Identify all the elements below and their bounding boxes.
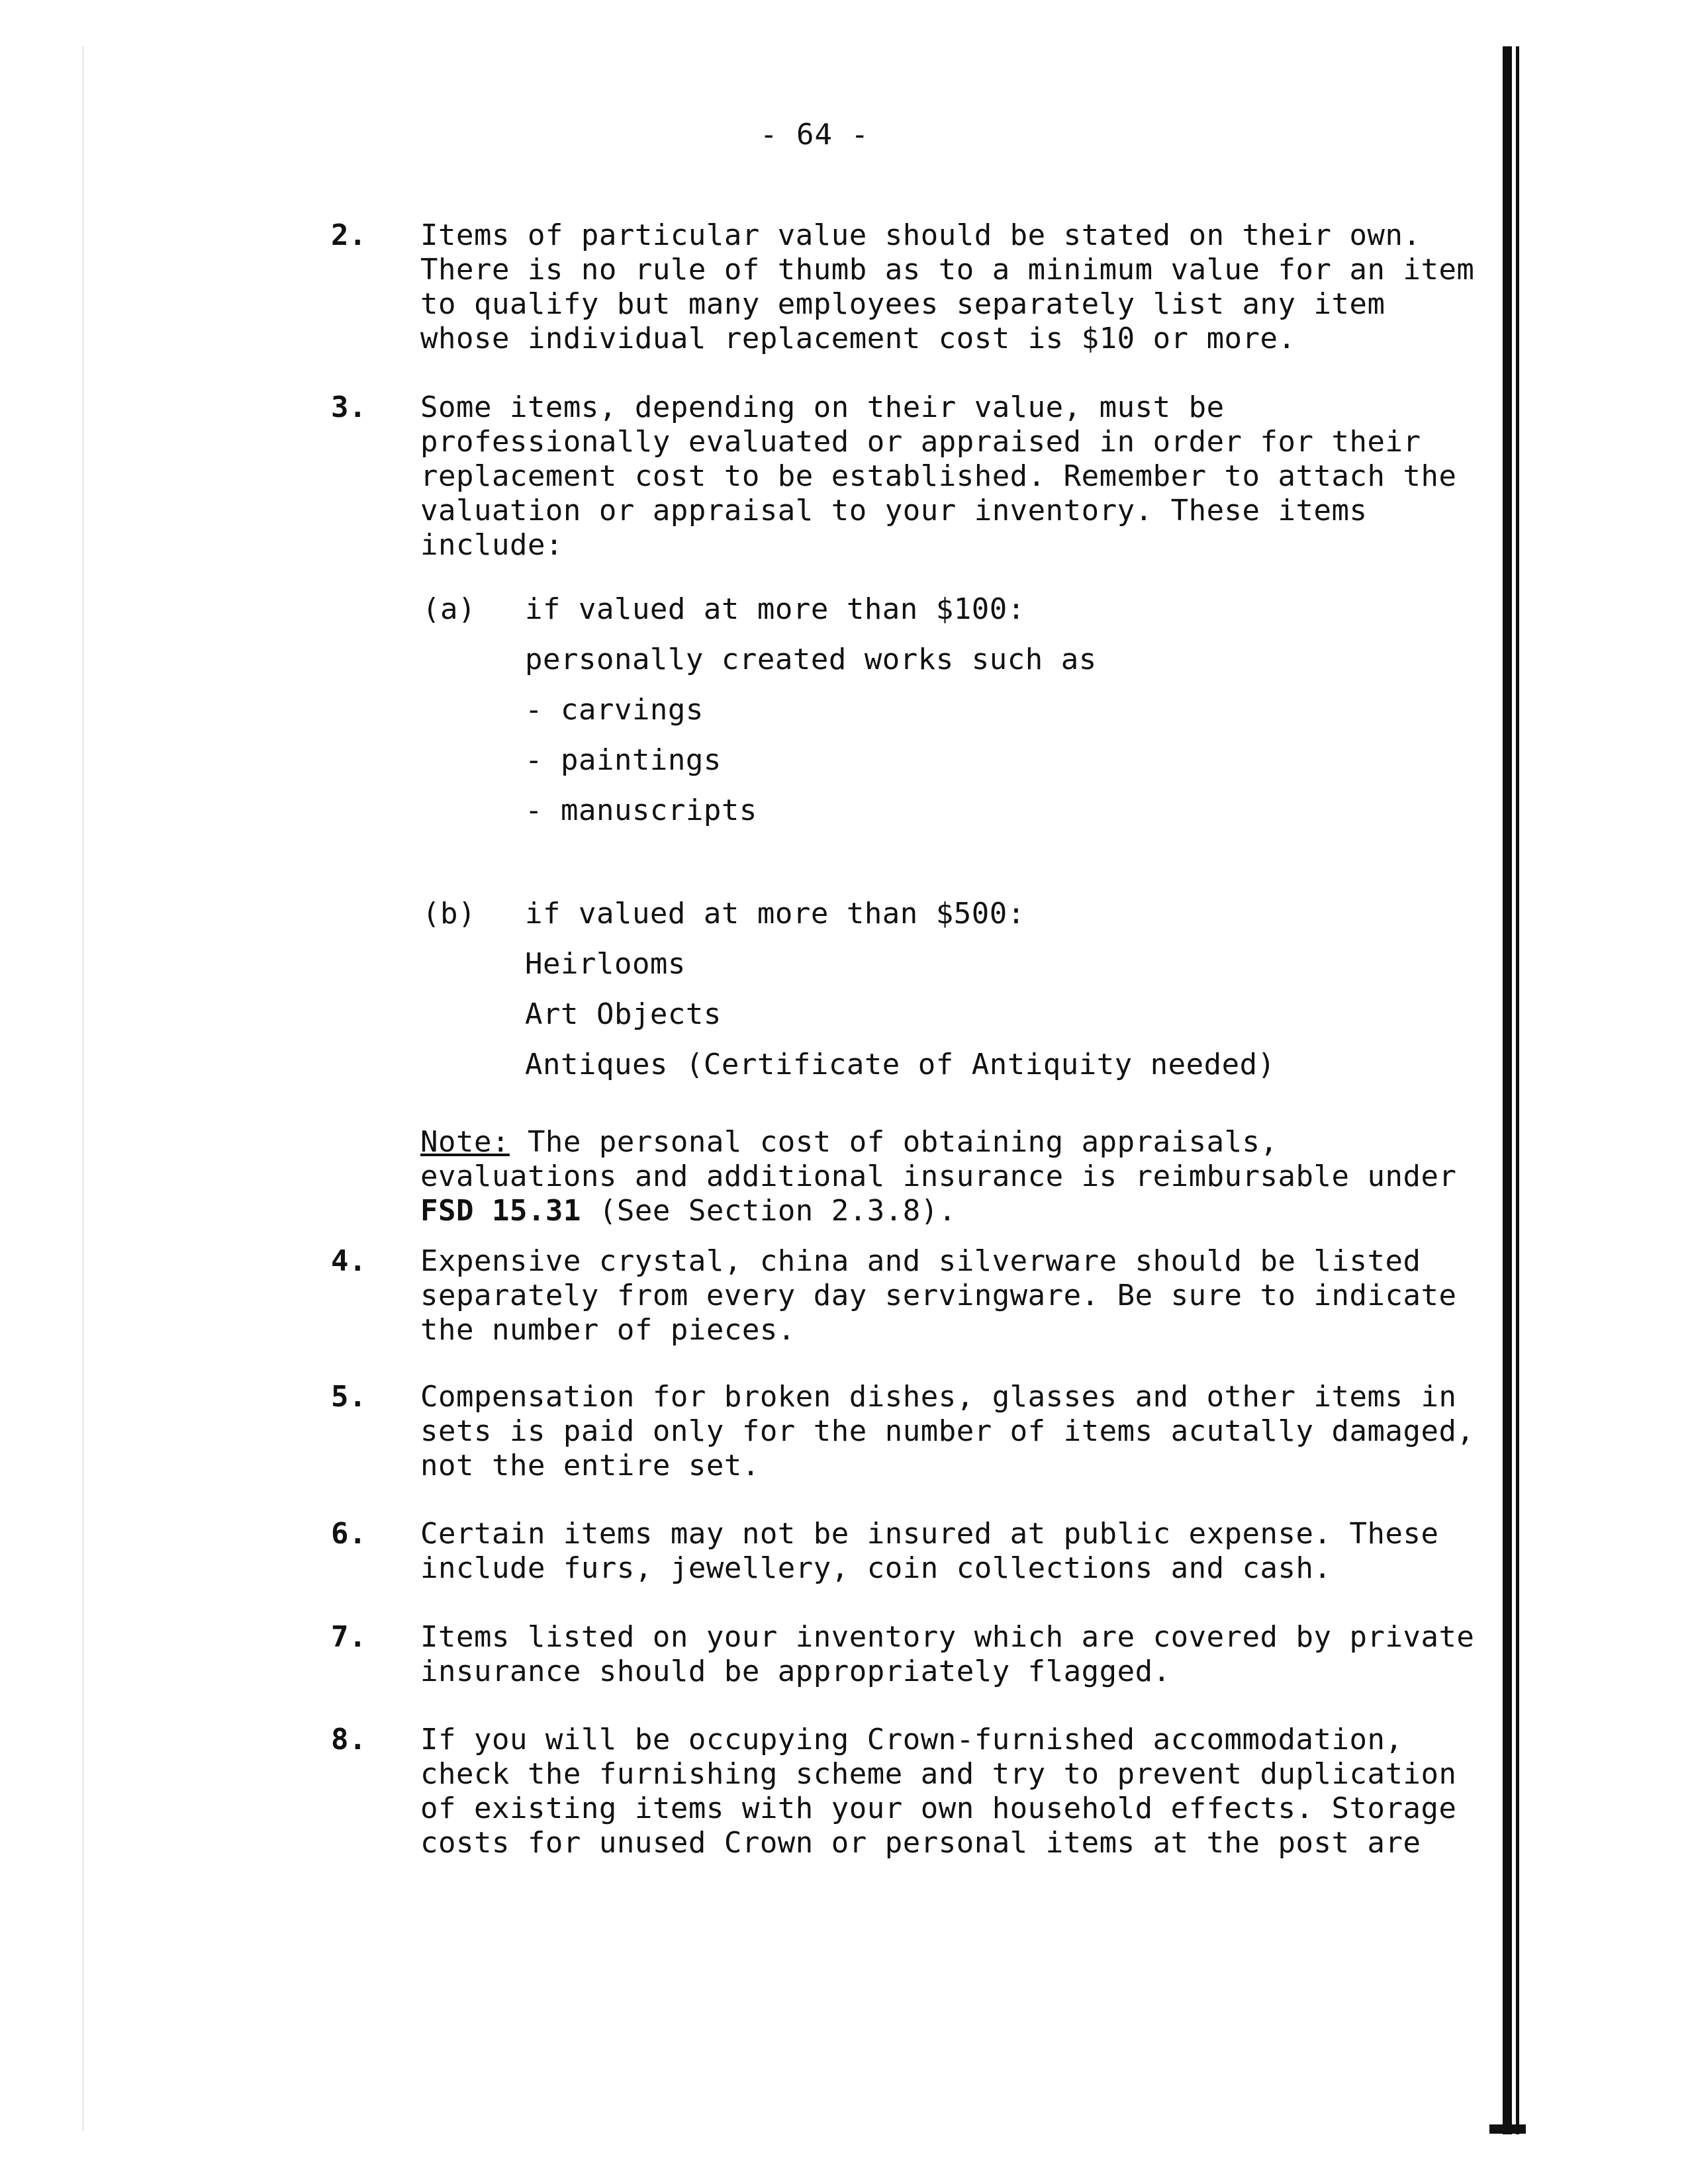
item-line: Expensive crystal, china and silverware should be listed (420, 1244, 1421, 1278)
sub-item-line: Heirlooms (525, 947, 686, 981)
item-number: 6. (331, 1517, 367, 1551)
item-line: check the furnishing scheme and try to prevent duplication (420, 1757, 1457, 1791)
note-label: Note: (420, 1125, 510, 1159)
item-line: Certain items may not be insured at public expense. These (420, 1517, 1439, 1551)
item-line: the number of pieces. (420, 1313, 796, 1347)
item-body (420, 1244, 1456, 1347)
sub-item-body (525, 592, 1097, 844)
item-line: insurance should be appropriately flagged. (420, 1655, 1171, 1688)
item-line: Items of particular value should be stated on their own. (420, 218, 1421, 252)
item-body (420, 1723, 1456, 1860)
item-line: to qualify but many employees separately list any item (420, 287, 1385, 321)
item-line: Some items, depending on their value, must be (420, 390, 1225, 424)
sub-item-line: - paintings (525, 743, 722, 777)
item-number: 4. (331, 1244, 367, 1278)
margin-rule-foot (1489, 2124, 1526, 2134)
item-body (420, 1620, 1474, 1689)
sub-item-line: - manuscripts (525, 794, 757, 827)
item-number: 5. (331, 1380, 367, 1414)
item-line: valuation or appraisal to your inventory. These items (420, 494, 1368, 527)
item-number: 3. (331, 390, 367, 424)
item-line: professionally evaluated or appraised in order for their (420, 425, 1421, 459)
page-number: - 64 - (760, 118, 869, 152)
item-line: include furs, jewellery, coin collections and cash. (420, 1551, 1332, 1585)
note-reference: FSD 15.31 (420, 1194, 581, 1228)
item-line: sets is paid only for the number of items acutally damaged, (420, 1414, 1475, 1448)
sub-item-line: - carvings (525, 693, 704, 727)
item-body (420, 390, 1456, 563)
item-line: replacement cost to be established. Remember to attach the (420, 459, 1457, 493)
sub-item-body (525, 897, 1276, 1098)
item-body (420, 218, 1474, 356)
item-line: costs for unused Crown or personal items at the post are (420, 1826, 1421, 1860)
item-line: not the entire set. (420, 1449, 760, 1482)
item-line: separately from every day servingware. Be sure to indicate (420, 1279, 1457, 1312)
note-line-3 (420, 1194, 1456, 1228)
item-line: Items listed on your inventory which are covered by private (420, 1620, 1475, 1654)
item-line: There is no rule of thumb as to a minimum value for an item (420, 253, 1475, 287)
item-line: Compensation for broken dishes, glasses and other items in (420, 1380, 1457, 1414)
item-line: If you will be occupying Crown-furnished accommodation, (420, 1723, 1403, 1756)
note-text: The personal cost of obtaining appraisals, (509, 1125, 1278, 1159)
item-number: 8. (331, 1723, 367, 1756)
sub-item-line: if valued at more than $100: (525, 592, 1025, 626)
note-text: (See Section 2.3.8). (581, 1194, 957, 1228)
sub-item-label: (b) (422, 897, 476, 931)
item-line: include: (420, 528, 563, 562)
item-number: 2. (331, 218, 367, 252)
sub-item-line: if valued at more than $500: (525, 897, 1025, 931)
margin-rule-thick (1503, 46, 1512, 2134)
note-line-2: evaluations and additional insurance is reimbursable under (420, 1160, 1457, 1193)
sub-item-label: (a) (422, 592, 476, 626)
item-line: of existing items with your own household effects. Storage (420, 1792, 1457, 1825)
item-number: 7. (331, 1620, 367, 1654)
note-block (420, 1125, 1456, 1228)
sub-item-line: Art Objects (525, 997, 722, 1031)
sub-item-line: Antiques (Certificate of Antiquity needed) (525, 1048, 1276, 1081)
note-line-1 (420, 1125, 1456, 1160)
item-body (420, 1517, 1438, 1586)
item-body (420, 1380, 1474, 1483)
sub-item-line: personally created works such as (525, 643, 1097, 676)
margin-rule-thin (1516, 46, 1519, 2134)
item-line: whose individual replacement cost is $10 or more. (420, 322, 1296, 355)
